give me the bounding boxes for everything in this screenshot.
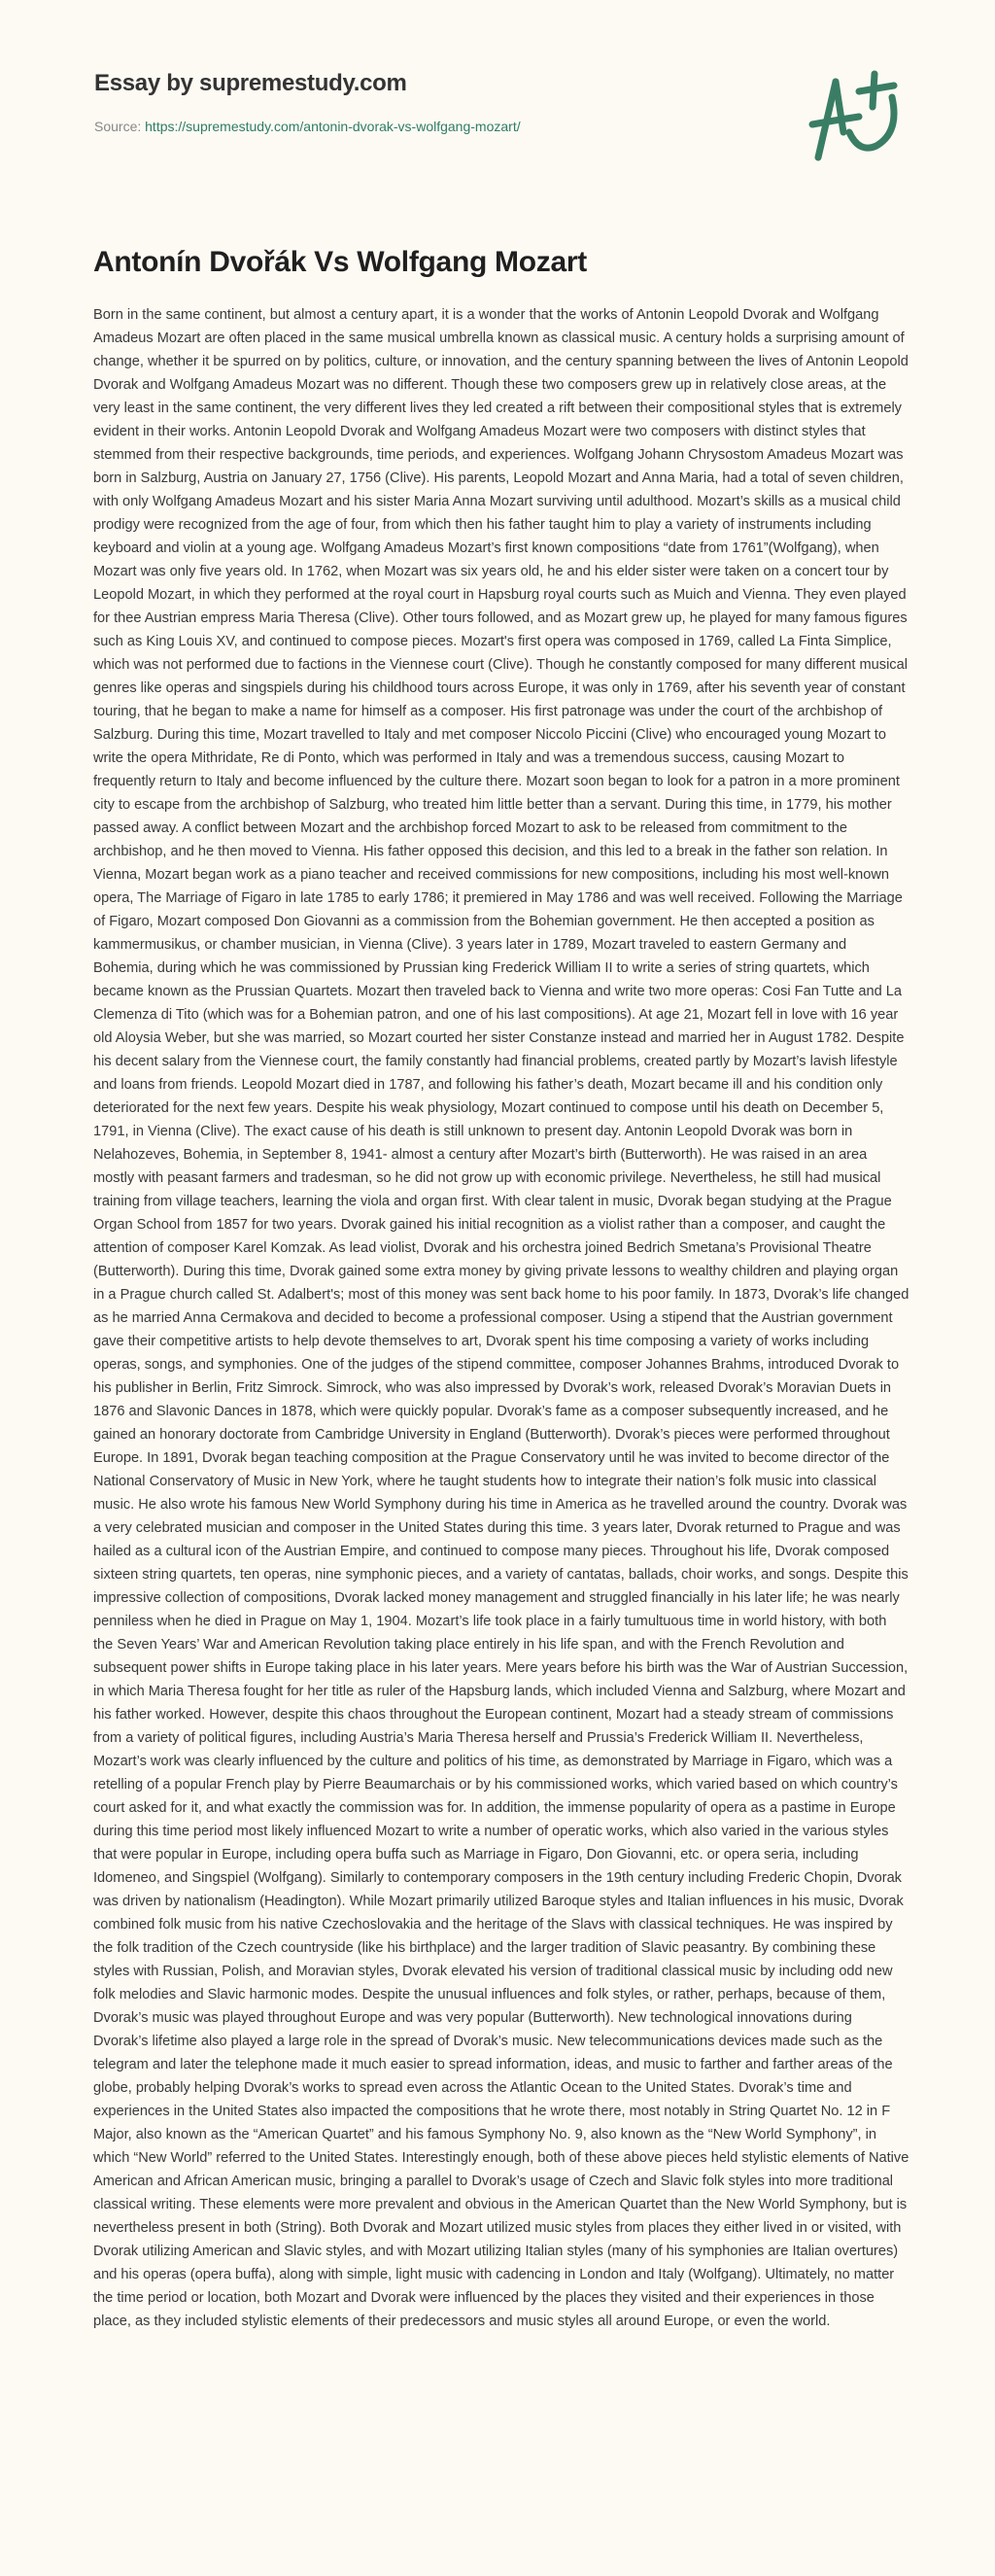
source-link[interactable]: https://supremestudy.com/antonin-dvorak-vs-wolfgang-mozart/	[145, 119, 521, 134]
essay-body: Born in the same continent, but almost a century apart, it is a wonder that the works of Antonin Leopold Dvorak and Wolfgang Amadeus Mozart are often placed in the same musical umbrella known as classical music. A century holds a surprising amount of change, whether it be spurred on by politics, culture, or innovation, and the century spanning between the lives of Antonin Leopold Dvorak and Wolfgang Amadeus Mozart was no different. Though these two composers grew up in relatively close areas, at the very least in the same continent, the very different lives they led created a rift between their compositional styles that is extremely evident in their works. Antonin Leopold Dvorak and Wolfgang Amadeus Mozart were two composers with distinct styles that stemmed from their respective backgrounds, time periods, and experiences. Wolfgang Johann Chrysostom Amadeus Mozart was born in Salzburg, Austria on January 27, 1756 (Clive). His parents, Leopold Mozart and Anna Maria, had a total of seven children, with only Wolfgang Amadeus Mozart and his sister Maria Anna Mozart surviving until adulthood. Mozart’s skills as a musical child prodigy were recognized from the age of four, from which then his father taught him to play a variety of instruments including keyboard and violin at a young age. Wolfgang Amadeus Mozart’s first known compositions “date from 1761”(Wolfgang), when Mozart was only five years old. In 1762, when Mozart was six years old, he and his elder sister were taken on a concert tour by Leopold Mozart, in which they performed at the royal court in Hapsburg royal courts such as Muich and Vienna. They even played for thee Austrian empress Maria Theresa (Clive). Other tours followed, and as Mozart grew up, he played for many famous figures such as King Louis XV, and continued to compose pieces. Mozart's first opera was composed in 1769, called La Finta Simplice, which was not performed due to factions in the Viennese court (Clive). Though he constantly composed for many different musical genres like operas and singspiels during his childhood tours across Europe, it was only in 1769, after his seventh year of constant touring, that he began to make a name for himself as a composer. His first patronage was under the court of the archbishop of Salzburg. During this time, Mozart travelled to Italy and met composer Niccolo Piccini (Clive) who encouraged young Mozart to write the opera Mithridate, Re di Ponto, which was performed in Italy and was a tremendous success, causing Mozart to frequently return to Italy and become influenced by the culture there. Mozart soon began to look for a patron in a more prominent city to escape from the archbishop of Salzburg, who treated him little better than a servant. During this time, in 1779, his mother passed away. A conflict between Mozart and the archbishop forced Mozart to ask to be released from commitment to the archbishop, and he then moved to Vienna. His father opposed this decision, and this led to a break in the father son relation. In Vienna, Mozart began work as a piano teacher and received commissions for new compositions, including his most well-known opera, The Marriage of Figaro in late 1785 to early 1786; it premiered in May 1786 and was well received. Following the Marriage of Figaro, Mozart composed Don Giovanni as a commission from the Bohemian government. He then accepted a position as kammermusikus, or chamber musician, in Vienna (Clive). 3 years later in 1789, Mozart traveled to eastern Germany and Bohemia, during which he was commissioned by Prussian king Frederick William II to write a series of string quartets, which became known as the Prussian Quartets. Mozart then traveled back to Vienna and write two more operas: Cosi Fan Tutte and La Clemenza di Tito (which was for a Bohemian patron, and one of his last compositions). At age 21, Mozart fell in love with 16 year old Aloysia Weber, but she was married, so Mozart courted her sister Constanze instead and married her in August 1782. Despite his decent salary from the Viennese court, the family constantly had financial problems, created partly by Mozart’s lavish lifestyle and loans from friends. Leopold Mozart died in 1787, and following his father’s death, Mozart became ill and his condition only deteriorated for the next few years. Despite his weak physiology, Mozart continued to compose until his death on December 5, 1791, in Vienna (Clive). The exact cause of his death is still unknown to present day. Antonin Leopold Dvorak was born in Nelahozeves, Bohemia, in September 8, 1941- almost a century after Mozart’s birth (Butterworth). He was raised in an area mostly with peasant farmers and tradesman, so he did not grow up with economic privilege. Nevertheless, he still had musical training from village teachers, learning the viola and organ first. With clear talent in music, Dvorak began studying at the Prague Organ School from 1857 for two years. Dvorak gained his initial recognition as a violist rather than a composer, and caught the attention of composer Karel Komzak. As lead violist, Dvorak and his orchestra joined Bedrich Smetana’s Provisional Theatre (Butterworth). During this time, Dvorak gained some extra money by giving private lessons to wealthy children and playing organ in a Prague church called St. Adalbert's; most of this money was sent back home to his poor family. In 1873, Dvorak’s life changed as he married Anna Cermakova and decided to become a professional composer. Using a stipend that the Austrian government gave their competitive artists to help devote themselves to art, Dvorak spent his time composing a variety of works including operas, songs, and symphonies. One of the judges of the stipend committee, composer Johannes Brahms, introduced Dvorak to his publisher in Berlin, Fritz Simrock. Simrock, who was also impressed by Dvorak’s work, released Dvorak’s Moravian Duets in 1876 and Slavonic Dances in 1878, which were quickly popular. Dvorak’s fame as a composer subsequently increased, and he gained an honorary doctorate from Cambridge University in England (Butterworth). Dvorak’s pieces were performed throughout Europe. In 1891, Dvorak began teaching composition at the Prague Conservatory until he was invited to become director of the National Conservatory of Music in New York, where he taught students how to integrate their nation’s folk music into classical music. He also wrote his famous New World Symphony during his time in America as he travelled around the country. Dvorak was a very celebrated musician and composer in the United States during this time. 3 years later, Dvorak returned to Prague and was hailed as a cultural icon of the Austrian Empire, and continued to compose many pieces. Throughout his life, Dvorak composed sixteen string quartets, ten operas, nine symphonic pieces, and a variety of cantatas, ballads, choir works, and songs. Despite this impressive collection of compositions, Dvorak lacked money management and struggled financially in his later life; he was nearly penniless when he died in Prague on May 1, 1904. Mozart’s life took place in a fairly tumultuous time in world history, with both the Seven Years’ War and American Revolution taking place entirely in his life span, and with the French Revolution and subsequent power shifts in Europe taking place in his later years. Mere years before his birth was the War of Austrian Succession, in which Maria Theresa fought for her title as ruler of the Hapsburg lands, which included Vienna and Salzburg, where Mozart and his father worked. However, despite this chaos throughout the European continent, Mozart had a steady stream of commissions from a variety of political figures, including Austria’s Maria Theresa herself and Prussia’s Frederick William II. Nevertheless, Mozart’s work was clearly influenced by the culture and politics of his time, as demonstrated by Marriage in Figaro, which was a retelling of a popular French play by Pierre Beaumarchais or by his commissioned works, which varied based on which country’s court asked for it, and what exactly the commission was for. In addition, the immense popularity of opera as a pastime in Europe during this time period most likely influenced Mozart to write a number of operatic works, which also varied in the various styles that were popular in Europe, including opera buffa such as Marriage in Figaro, Don Giovanni, etc. or opera seria, including Idomeneo, and Singspiel (Wolfgang). Similarly to contemporary composers in the 19th century including Frederic Chopin, Dvorak was driven by nationalism (Headington). While Mozart primarily utilized Baroque styles and Italian influences in his music, Dvorak combined folk music from his native Czechoslovakia and the heritage of the Slavs with classical techniques. He was inspired by the folk tradition of the Czech countryside (like his birthplace) and the larger tradition of Slavic peasantry. By combining these styles with Russian, Polish, and Moravian styles, Dvorak elevated his version of traditional classical music by including odd new folk melodies and Slavic harmonic modes. Despite the unusual influences and folk styles, or rather, perhaps, because of them, Dvorak’s music was played throughout Europe and was very popular (Butterworth). New technological innovations during Dvorak’s lifetime also played a large role in the spread of Dvorak’s music. New telecommunications devices made such as the telegram and later the telephone made it much easier to spread information, ideas, and music to farther and farther areas of the globe, probably helping Dvorak’s works to spread even across the Atlantic Ocean to the United States. Dvorak’s time and experiences in the United States also impacted the compositions that he wrote there, most notably in String Quartet No. 12 in F Major, also known as the “American Quartet” and his famous Symphony No. 9, also known as the “New World Symphony”, in which “New World” referred to the United States. Interestingly enough, both of these above pieces held stylistic elements of Native American and African American music, bringing a parallel to Dvorak’s usage of Czech and Slavic folk styles into more traditional classical writing. These elements were more prevalent and obvious in the American Quartet than the New World Symphony, but is nevertheless present in both (String). Both Dvorak and Mozart utilized music styles from places they either lived in or visited, with Dvorak utilizing American and Slavic styles, and with Mozart utilizing Italian styles (many of his symphonies are Italian overtures) and his operas (opera buffa), along with simple, light music with cadencing in London and Italy (Wolfgang). Ultimately, no matter the time period or location, both Mozart and Dvorak were influenced by the places they visited and their experiences in those place, as they included stylistic elements of their predecessors and music styles all around Europe, or even the world.	[93, 307, 909, 2329]
essay-title: Antonín Dvořák Vs Wolfgang Mozart	[93, 246, 587, 278]
page-header	[0, 0, 995, 194]
a-plus-logo-icon	[799, 64, 915, 161]
essay-container	[93, 243, 909, 2333]
source-label: Source:	[94, 119, 146, 134]
site-title: Essay by supremestudy.com	[94, 70, 407, 96]
source-line	[94, 119, 521, 134]
